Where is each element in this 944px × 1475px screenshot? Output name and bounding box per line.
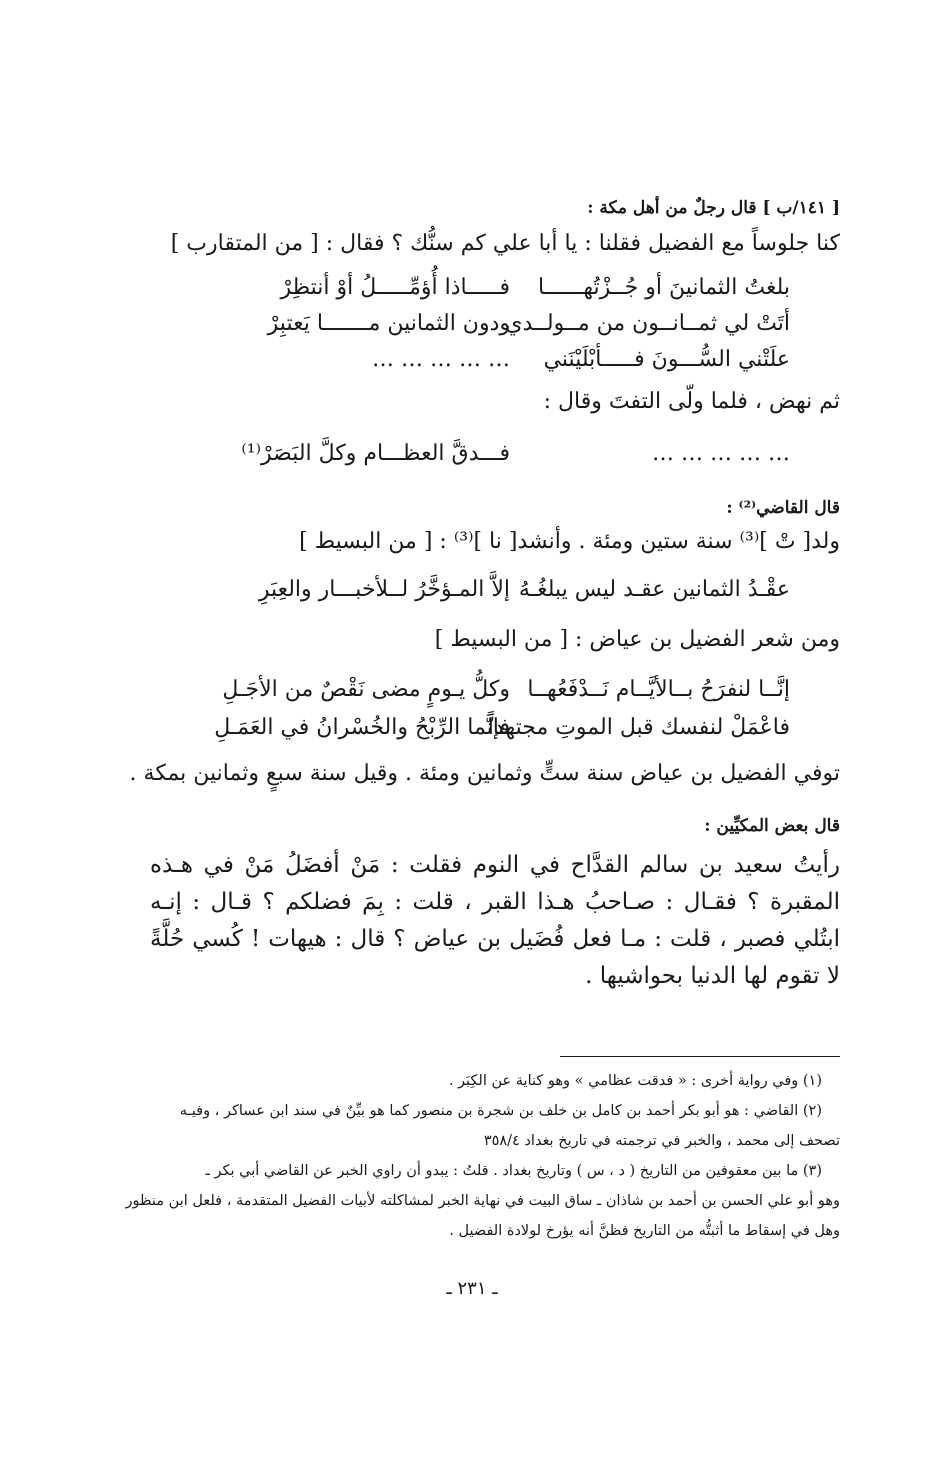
text-line: ولد[ تْ ]⁽³⁾ سنة ستين ومئة . وأنشد[ نا ]⁽³⁾ : [ من البسيط ] <box>299 529 840 554</box>
hemistich-first: فاعْمَلْ لنفسك قبل الموتِ مجتهداً <box>487 715 790 740</box>
verse <box>150 675 840 705</box>
verse <box>150 439 840 469</box>
hemistich-second: فإنَّما الرِّبْحُ والخُسْرانُ في العَمَـلِ <box>214 715 510 740</box>
verse <box>150 309 840 339</box>
prose-paragraph: رأيتُ سعيد بن سالم القدَّاح في النوم فقلت : مَنْ أفضَلُ مَنْ في هـذه المقبرة ؟ فقـال : صـاحبُ هـذا القبر ، قلت : بِمَ فضلكم ؟ قـال : إنـه ابتُلي فصبر ، قلت : مـا فعل فُضَيل بن عياض ؟ قال : هيهات ! كُسي حُلَّةً لا تقوم لها الدنيا بحواشيها . <box>150 852 840 989</box>
narration-heading: [ ١٤١/ب ] قال رجلٌ من أهل مكة : <box>587 198 840 218</box>
page-body <box>129 195 840 995</box>
text-line: كنا جلوساً مع الفضيل فقلنا : يا أبا علي كم سنُّك ؟ فقال : [ من المتقارب ] <box>170 231 840 256</box>
hemistich-second: … … … … … <box>372 347 510 372</box>
verse <box>150 575 840 605</box>
hemistich-second: فـــدقَّ العظـــام وكلَّ البَصَرْ⁽¹⁾ <box>241 441 510 466</box>
footnote-line: وهل في إسقاط ما أثبتُّه من التاريخ فظنَّ أنه يؤرخ لولادة الفضيل . <box>449 1223 840 1239</box>
hemistich-second: فـــــاذا أُؤمِّـــــلُ أوْ أنتظِرْ <box>280 275 510 300</box>
footnote-line: وهو أبو علي الحسن بن أحمد بن شاذان ـ ساق البيت في نهاية الخبر لمشاكلته لأبيات الفضيل المتقدمة ، فلعل ابن منظور <box>125 1193 840 1209</box>
qadi-heading: قال القاضي⁽²⁾ : <box>726 498 840 518</box>
hemistich-first: بلغتُ الثمانينَ أو جُــزْتُهــــــا <box>538 275 790 300</box>
verse <box>150 345 840 375</box>
hemistich-first: إنَّــا لنفرَحُ بــالأيَّــام نَــدْفَعُهــا <box>527 677 790 702</box>
poem-fudayl <box>150 675 840 743</box>
page-number: ـ ٢٣١ ـ <box>446 1278 498 1299</box>
text-line: توفي الفضيل بن عياض سنة ستٍّ وثمانين ومئة . وقيل سنة سبعٍ وثمانين بمكة . <box>129 761 840 786</box>
verse <box>150 713 840 743</box>
footnote-line: تصحف إلى محمد ، والخبر في ترجمته في تاريخ بغداد ٣٥٨/٤ <box>483 1133 840 1149</box>
text-line: ثم نهض ، فلما ولّى التفتَ وقال : <box>543 389 840 414</box>
hemistich-first: أتَتْ لي ثمــانــون من مــولــدي <box>505 311 790 336</box>
hemistich-first: … … … … … <box>652 441 790 466</box>
section-heading: قال بعض المكيِّين : <box>704 816 840 836</box>
verse <box>150 273 840 303</box>
text-line: ومن شعر الفضيل بن عياض : [ من البسيط ] <box>434 627 840 652</box>
hemistich-second: ودون الثمانين مـــــــا يَعتبِرْ <box>267 311 510 336</box>
footnote-separator <box>560 1056 840 1057</box>
footnote-line: (٢) القاضي : هو أبو بكر أحمد بن كامل بن خلف بن شجرة بن منصور كما هو بيِّنٌ في سند ابن عساكر ، وفيـه <box>179 1103 822 1119</box>
hemistich-first: علَتْني السُّـــونَ فـــــأبْلَيْنَني <box>543 347 790 372</box>
footnotes <box>125 1066 840 1246</box>
hemistich-second: إلاَّ المـؤخَّرُ لــلأخبـــار والعِبَرِ <box>258 577 510 602</box>
hemistich-second: وكلُّ يـومٍ مضى نَقْصٌ من الأجَـلِ <box>222 677 510 702</box>
poem-meter-mutaqarib <box>150 273 840 375</box>
footnote-line: (١) وفي رواية أخرى : « فدقت عظامي » وهو كناية عن الكِبَر . <box>448 1073 822 1089</box>
footnote-line: (٣) ما بين معقوفين من التاريخ ( د ، س ) وتاريخ بغداد . قلتُ : يبدو أن راوي الخبر عن القاضي أبي بكر ـ <box>205 1163 822 1179</box>
hemistich-first: عقْـدُ الثمانين عقـد ليس يبلغُـهُ <box>518 577 790 602</box>
